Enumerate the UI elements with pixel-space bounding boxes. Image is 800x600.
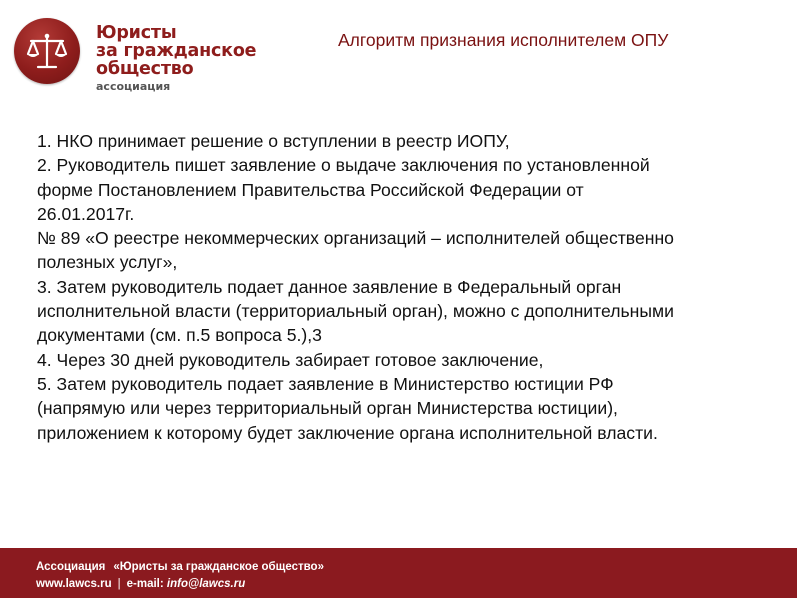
scales-of-justice-icon	[22, 26, 72, 76]
footer-association-name: «Юристы за гражданское общество»	[113, 561, 324, 573]
footer-email-label: e-mail:	[126, 578, 164, 590]
content-line: 2. Руководитель пишет заявление о выдаче заключения по установленной	[37, 155, 650, 176]
footer-band	[0, 548, 797, 598]
content-line: 1. НКО принимает решение о вступлении в реестр ИОПУ,	[37, 131, 510, 151]
slide-content	[37, 129, 777, 445]
logo-text	[96, 24, 256, 95]
footer-contact-line	[36, 576, 324, 593]
footer-association-label: Ассоциация	[36, 561, 106, 573]
footer-separator: |	[117, 578, 121, 590]
footer-association-line	[36, 559, 324, 576]
logo-subtitle: ассоциация	[96, 80, 171, 93]
content-line: № 89 «О реестре некоммерческих организаций – исполнителей общественно	[37, 228, 674, 249]
logo-line-2: за гражданское	[96, 41, 257, 61]
content-line: полезных услуг»,	[37, 252, 178, 273]
content-line: 4. Через 30 дней руководитель забирает готовое заключение,	[37, 349, 544, 370]
footer-website-link[interactable]: www.lawcs.ru	[36, 578, 112, 590]
content-line: 3. Затем руководитель подает данное заявление в Федеральный орган	[37, 276, 622, 297]
logo-line-1: Юристы	[96, 23, 177, 43]
logo-line-3: общество	[96, 59, 194, 79]
content-line: приложением к которому будет заключение органа исполнительной власти.	[37, 422, 658, 443]
content-line: (напрямую или через территориальный орган Министерства юстиции),	[37, 398, 618, 419]
content-line: 5. Затем руководитель подает заявление в Министерство юстиции РФ	[37, 373, 614, 394]
content-line: 26.01.2017г.	[37, 203, 135, 224]
slide-title: Алгоритм признания исполнителем ОПУ	[338, 30, 669, 50]
content-line: исполнительной власти (территориальный орган), можно с дополнительными	[37, 301, 674, 322]
content-line: документами (см. п.5 вопроса 5.),3	[37, 325, 322, 346]
logo-emblem	[14, 18, 80, 84]
footer-email-link[interactable]: info@lawcs.ru	[166, 578, 246, 590]
content-line: форме Постановлением Правительства Российской Федерации от	[37, 179, 584, 200]
logo	[14, 18, 256, 95]
footer-text	[36, 559, 324, 593]
